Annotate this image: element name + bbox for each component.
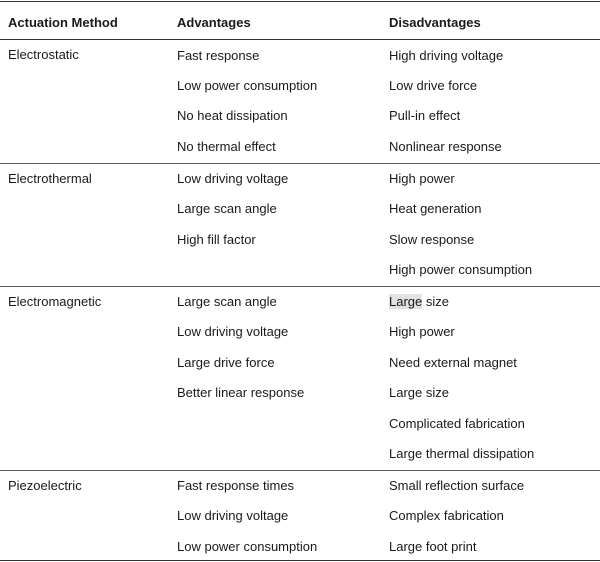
- disadvantage-item: Heat generation: [389, 201, 482, 216]
- advantage-item: Low power consumption: [177, 78, 318, 93]
- method-cell: Electromagnetic: [8, 294, 102, 309]
- advantage-item: Large scan angle: [177, 201, 277, 216]
- disadvantage-item: Pull-in effect: [389, 108, 461, 123]
- disadvantage-item: High power: [389, 171, 455, 186]
- disadvantage-item: High power: [389, 324, 455, 339]
- advantage-item: Low power consumption: [177, 539, 318, 554]
- disadvantage-item: Need external magnet: [389, 355, 517, 370]
- disadvantage-item: Nonlinear response: [389, 139, 502, 154]
- advantage-item: Fast response times: [177, 478, 295, 493]
- group-divider: [0, 286, 600, 287]
- header-advantages: Advantages: [177, 15, 251, 30]
- advantage-item: Low driving voltage: [177, 171, 289, 186]
- advantage-item: No heat dissipation: [177, 108, 288, 123]
- disadvantage-item-rest: size: [422, 294, 449, 309]
- group-divider: [0, 163, 600, 164]
- disadvantage-item: Large foot print: [389, 539, 477, 554]
- advantage-item: High fill factor: [177, 232, 256, 247]
- disadvantage-item: Complicated fabrication: [389, 416, 525, 431]
- advantage-item: No thermal effect: [177, 139, 276, 154]
- method-cell: Piezoelectric: [8, 478, 82, 493]
- table-bottom-rule: [0, 560, 600, 561]
- header-actuation-method: Actuation Method: [8, 15, 118, 30]
- disadvantage-item: Large thermal dissipation: [389, 446, 535, 461]
- advantage-item: Large drive force: [177, 355, 275, 370]
- header-disadvantages: Disadvantages: [389, 15, 481, 30]
- advantage-item: Low driving voltage: [177, 508, 289, 523]
- disadvantage-item: Slow response: [389, 232, 475, 247]
- advantage-item: Better linear response: [177, 385, 305, 400]
- disadvantage-item: Large size: [389, 385, 449, 400]
- advantage-item: Low driving voltage: [177, 324, 289, 339]
- header-rule: [0, 39, 600, 40]
- disadvantage-item: High driving voltage: [389, 48, 504, 63]
- advantage-item: Large scan angle: [177, 294, 277, 309]
- disadvantage-item: Low drive force: [389, 78, 478, 93]
- advantage-item: Fast response: [177, 48, 260, 63]
- text-selection-highlight[interactable]: Large: [389, 294, 423, 309]
- group-divider: [0, 470, 600, 471]
- method-cell: Electrothermal: [8, 171, 92, 186]
- table-top-rule: [0, 1, 600, 2]
- method-cell: Electrostatic: [8, 47, 79, 62]
- disadvantage-item: High power consumption: [389, 262, 533, 277]
- disadvantage-item: Small reflection surface: [389, 478, 525, 493]
- disadvantage-item: Complex fabrication: [389, 508, 504, 523]
- disadvantage-item: [389, 294, 449, 310]
